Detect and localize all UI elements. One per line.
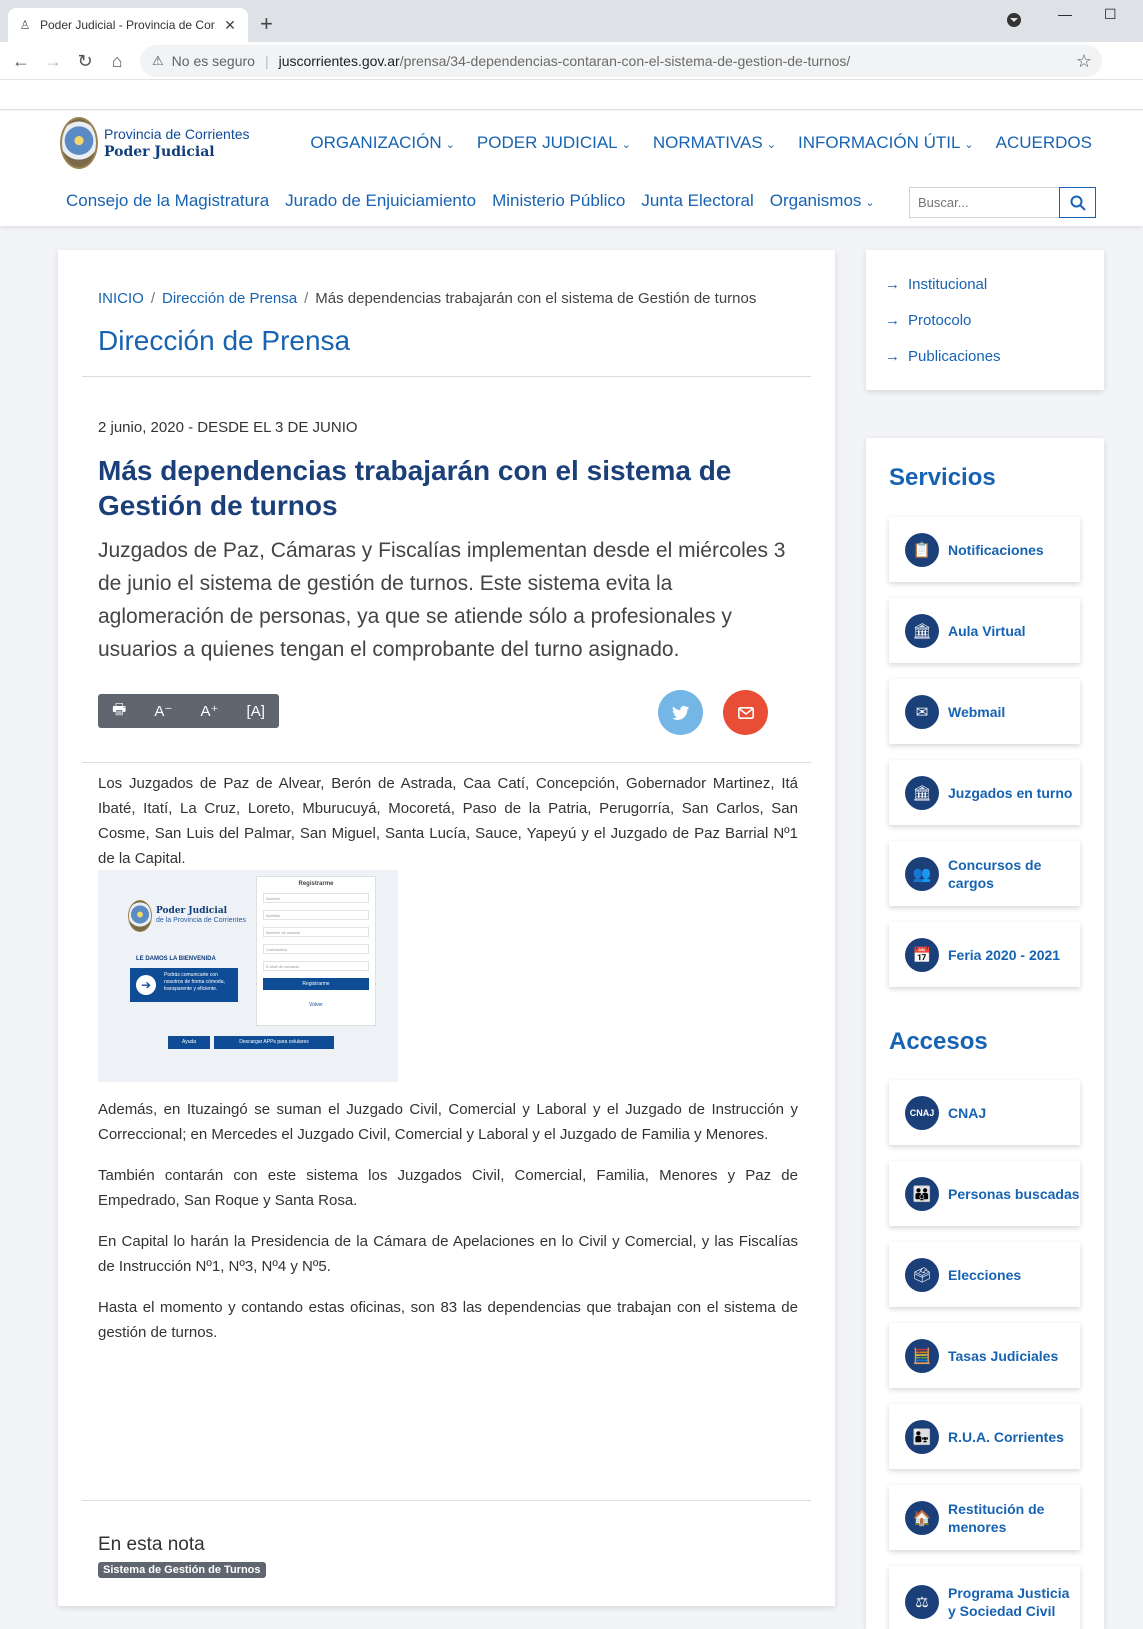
main-nav <box>288 133 1096 153</box>
arrow-right-icon: → <box>885 312 900 329</box>
image-apps-button: Descargar APPs para celulares <box>214 1036 334 1049</box>
image-form-title: Registrarme <box>298 881 334 887</box>
url-path: /prensa/34-dependencias-contaran-con-el-sistema-de-gestion-de-turnos/ <box>399 53 851 69</box>
home-heart-icon: 🏠 <box>905 1501 939 1535</box>
breadcrumb-home-link[interactable]: INICIO <box>98 290 144 307</box>
ballot-box-icon: 🗳 <box>905 1258 939 1292</box>
sidebar-link-label: Publicaciones <box>908 348 1001 365</box>
chevron-down-icon: ⌄ <box>766 139 776 151</box>
sidebar-links <box>866 250 1104 390</box>
sub-nav-label: Jurado de Enjuiciamiento <box>285 191 477 210</box>
minimize-icon[interactable]: — <box>1058 6 1072 22</box>
sidebar-link[interactable] <box>885 348 1104 384</box>
sidebar-link-label: Institucional <box>908 276 988 293</box>
main-nav-item[interactable] <box>477 133 631 153</box>
email-share-button[interactable] <box>723 690 768 735</box>
service-label: Juzgados en turno <box>948 784 1073 801</box>
logo-province: Provincia de Corrientes <box>104 126 250 142</box>
sub-nav <box>66 191 891 211</box>
reload-icon[interactable]: ↻ <box>77 51 93 71</box>
service-aula-virtual[interactable] <box>889 598 1080 663</box>
access-personas-buscadas[interactable] <box>889 1161 1080 1226</box>
sub-nav-item[interactable] <box>285 191 476 211</box>
address-bar[interactable] <box>140 45 1102 77</box>
search-icon <box>1070 195 1086 211</box>
search-button[interactable] <box>1059 187 1096 218</box>
main-nav-label: ORGANIZACIÓN <box>310 133 442 152</box>
arrow-right-icon: → <box>885 276 900 293</box>
article-paragraph: Además, en Ituzaingó se suman el Juzgado Civil, Comercial y Laboral y el Juzgado de Instrucción y Correccional; en Mercedes el Juzgado Civil, Comercial y Laboral y el Juzgado de Familia y Menores. <box>98 1101 798 1143</box>
access-label: R.U.A. Corrientes <box>948 1428 1064 1445</box>
article-title: Más dependencias trabajarán con el sistema de Gestión de turnos <box>98 455 732 521</box>
courthouse-icon: 🏛 <box>905 776 939 810</box>
service-label: Webmail <box>948 703 1006 720</box>
scales-icon: ⚖ <box>905 1585 939 1619</box>
close-tab-icon[interactable]: ✕ <box>224 16 236 33</box>
notifications-icon: 📋 <box>905 533 939 567</box>
access-label: Programa Justicia y Sociedad Civil <box>948 1585 1070 1619</box>
access-label: Restitución de menores <box>948 1500 1045 1535</box>
service-webmail[interactable] <box>889 679 1080 744</box>
chevron-down-icon: ⌄ <box>964 139 974 151</box>
service-feria[interactable] <box>889 922 1080 987</box>
article-paragraph: En Capital lo harán la Presidencia de la Cámara de Apelaciones en lo Civil y Comercial, y las Fiscalías de Instrucción Nº1, Nº3, Nº4 y Nº5. <box>98 1233 798 1275</box>
sub-nav-label: Ministerio Público <box>492 191 626 210</box>
breadcrumb-separator: / <box>150 290 156 307</box>
sub-nav-item[interactable] <box>770 191 875 211</box>
breadcrumb-current: Más dependencias trabajarán con el sistema de Gestión de turnos <box>315 290 757 307</box>
access-rua-corrientes[interactable] <box>889 1404 1080 1469</box>
decrease-font-button[interactable]: A⁻ <box>154 703 173 720</box>
browser-tabbar <box>0 0 1143 42</box>
image-form-field: Apellido <box>263 910 369 920</box>
forward-icon[interactable]: → <box>44 51 62 71</box>
article-paragraph: Hasta el momento y contando estas oficinas, son 83 las dependencias que trabajan con el sistema de gestión de turnos. <box>98 1299 798 1341</box>
divider <box>82 1500 811 1501</box>
service-concursos[interactable] <box>889 841 1080 906</box>
tag-badge[interactable]: Sistema de Gestión de Turnos <box>98 1562 266 1578</box>
not-secure-label: No es seguro <box>171 53 255 69</box>
article-lead: Juzgados de Paz, Cámaras y Fiscalías implementan desde el miércoles 3 de junio el sistema de gestión de turnos. Este sistema evita la aglomeración de personas, ya que se atiende sólo a profesionales y usuarios a quienes tengan el comprobante del turno asignado. <box>98 539 786 661</box>
image-welcome-box: ➔ Podrás comunicarte con nosotros de forma cómoda, transparente y eficiente. <box>130 968 238 1002</box>
cnaj-logo-icon: CNAJ <box>905 1096 939 1130</box>
breadcrumb <box>98 290 756 307</box>
article-paragraph: También contarán con este sistema los Juzgados Civil, Comercial, Familia, Menores y Paz de Empedrado, San Roque y Santa Rosa. <box>98 1167 798 1209</box>
main-nav-item[interactable] <box>653 133 776 153</box>
access-heading: Accesos <box>889 1028 988 1055</box>
profile-menu-icon[interactable] <box>1006 12 1022 31</box>
sidebar-link[interactable] <box>885 276 1104 312</box>
image-form-submit: Registrarme <box>263 978 369 990</box>
missing-persons-icon: 👪 <box>905 1177 939 1211</box>
image-form-field: E-Mail de contacto <box>263 961 369 971</box>
sidebar-services <box>866 438 1104 1629</box>
image-logo <box>128 900 246 932</box>
main-nav-item[interactable] <box>996 133 1096 153</box>
main-nav-label: ACUERDOS <box>995 133 1092 152</box>
arrow-right-icon: → <box>885 348 900 365</box>
access-restitucion-menores[interactable] <box>889 1485 1080 1550</box>
article-paragraph: Los Juzgados de Paz de Alvear, Berón de Astrada, Caa Catí, Concepción, Gobernador Martinez, Itá Ibaté, Itatí, La Cruz, Loreto, Mburucuyá, Mocoretá, Paso de la Patria, Perugorría, San Carlos, San Cosme, San Luis del Palmar, San Miguel, Santa Lucía, Sauce, Yapeyú y el Juzgado de Paz Barrial Nº1 de la Capital. <box>98 775 798 867</box>
service-label: Aula Virtual <box>948 622 1026 639</box>
service-label: Concursos de cargos <box>948 856 1042 891</box>
site-favicon-icon: ♙ <box>19 18 31 32</box>
tab-title: Poder Judicial - Provincia de Cor <box>40 18 215 32</box>
image-help-button: Ayuda <box>168 1036 210 1049</box>
chevron-down-icon: ⌄ <box>865 197 875 209</box>
image-form-field: Nombre <box>263 893 369 903</box>
service-label: Notificaciones <box>948 541 1044 558</box>
article-image-turnos-system <box>98 870 398 1082</box>
sub-nav-label: Junta Electoral <box>641 191 754 210</box>
twitter-share-button[interactable] <box>658 690 703 735</box>
sub-nav-item[interactable] <box>641 191 753 211</box>
divider <box>82 376 811 377</box>
search-input[interactable] <box>909 187 1059 218</box>
chevron-down-icon: ⌄ <box>445 139 455 151</box>
access-cnaj[interactable] <box>889 1080 1080 1145</box>
in-note-heading: En esta nota <box>98 1534 205 1555</box>
site-header <box>0 111 1143 226</box>
maximize-icon[interactable]: ☐ <box>1104 6 1117 22</box>
bookmark-star-icon[interactable]: ☆ <box>1075 51 1092 71</box>
classroom-icon: 🏛 <box>905 614 939 648</box>
sidebar-link[interactable] <box>885 312 1104 348</box>
image-form-back: Volver <box>309 1002 323 1008</box>
main-nav-label: INFORMACIÓN ÚTIL <box>797 133 961 152</box>
access-label: CNAJ <box>948 1104 987 1121</box>
text-tools <box>98 694 279 728</box>
calculator-icon: 🧮 <box>905 1339 939 1373</box>
home-icon[interactable]: ⌂ <box>111 51 123 71</box>
increase-font-button[interactable]: A⁺ <box>200 703 219 720</box>
new-tab-icon[interactable]: + <box>260 11 273 36</box>
service-notificaciones[interactable] <box>889 517 1080 582</box>
access-justicia-sociedad-civil[interactable] <box>889 1566 1080 1629</box>
main-nav-label: NORMATIVAS <box>652 133 763 152</box>
image-register-form <box>256 876 376 1026</box>
print-icon[interactable]: 🖶 <box>112 700 127 718</box>
image-form-field: Nombre de usuario <box>263 927 369 937</box>
article-card <box>58 250 835 1606</box>
access-label: Personas buscadas <box>948 1185 1080 1202</box>
people-icon: 👥 <box>905 857 939 891</box>
section-title: Dirección de Prensa <box>98 325 351 356</box>
family-icon: 👨‍👧 <box>905 1420 939 1454</box>
twitter-icon <box>672 705 690 721</box>
coat-of-arms-icon <box>60 117 98 169</box>
image-brand-sub: de la Provincia de Corrientes <box>156 917 246 924</box>
sub-nav-label: Consejo de la Magistratura <box>66 191 270 210</box>
access-elecciones[interactable] <box>889 1242 1080 1307</box>
url-domain: juscorrientes.gov.ar <box>278 53 400 69</box>
divider <box>82 762 811 763</box>
image-welcome: LE DAMOS LA BIENVENIDA <box>136 956 216 962</box>
service-juzgados-en-turno[interactable] <box>889 760 1080 825</box>
service-label: Feria 2020 - 2021 <box>948 946 1061 963</box>
sub-nav-label: Organismos <box>769 191 862 210</box>
url-text <box>279 53 851 69</box>
browser-tab[interactable] <box>8 8 248 42</box>
article-dateline: 2 junio, 2020 - DESDE EL 3 DE JUNIO <box>98 419 358 436</box>
site-search <box>909 187 1096 218</box>
browser-infobar-area <box>0 80 1143 110</box>
reset-font-button[interactable]: [A] <box>246 702 265 720</box>
address-separator: | <box>264 53 269 69</box>
breadcrumb-section-link[interactable]: Dirección de Prensa <box>162 290 298 307</box>
sidebar-link-label: Protocolo <box>908 312 972 329</box>
access-label: Elecciones <box>948 1266 1022 1283</box>
calendar-icon: 📅 <box>905 938 939 972</box>
back-icon[interactable]: ← <box>12 51 30 71</box>
coat-of-arms-icon <box>128 900 152 932</box>
services-heading: Servicios <box>889 464 996 491</box>
warning-icon: ⚠ <box>152 53 164 68</box>
main-nav-item[interactable] <box>798 133 974 153</box>
image-brand: Poder Judicial <box>156 906 228 916</box>
main-nav-item[interactable] <box>310 133 455 153</box>
main-nav-label: PODER JUDICIAL <box>476 133 618 152</box>
sub-nav-item[interactable] <box>492 191 625 211</box>
sub-nav-item[interactable] <box>66 191 269 211</box>
browser-toolbar <box>0 42 1143 80</box>
site-logo[interactable] <box>60 117 250 169</box>
access-label: Tasas Judiciales <box>948 1347 1059 1364</box>
breadcrumb-separator: / <box>304 290 309 307</box>
logo-institution: Poder Judicial <box>104 144 215 160</box>
access-tasas-judiciales[interactable] <box>889 1323 1080 1388</box>
chevron-down-icon: ⌄ <box>621 139 631 151</box>
mail-icon <box>738 707 754 719</box>
image-form-field: Contraseña <box>263 944 369 954</box>
envelope-icon: ✉ <box>905 695 939 729</box>
